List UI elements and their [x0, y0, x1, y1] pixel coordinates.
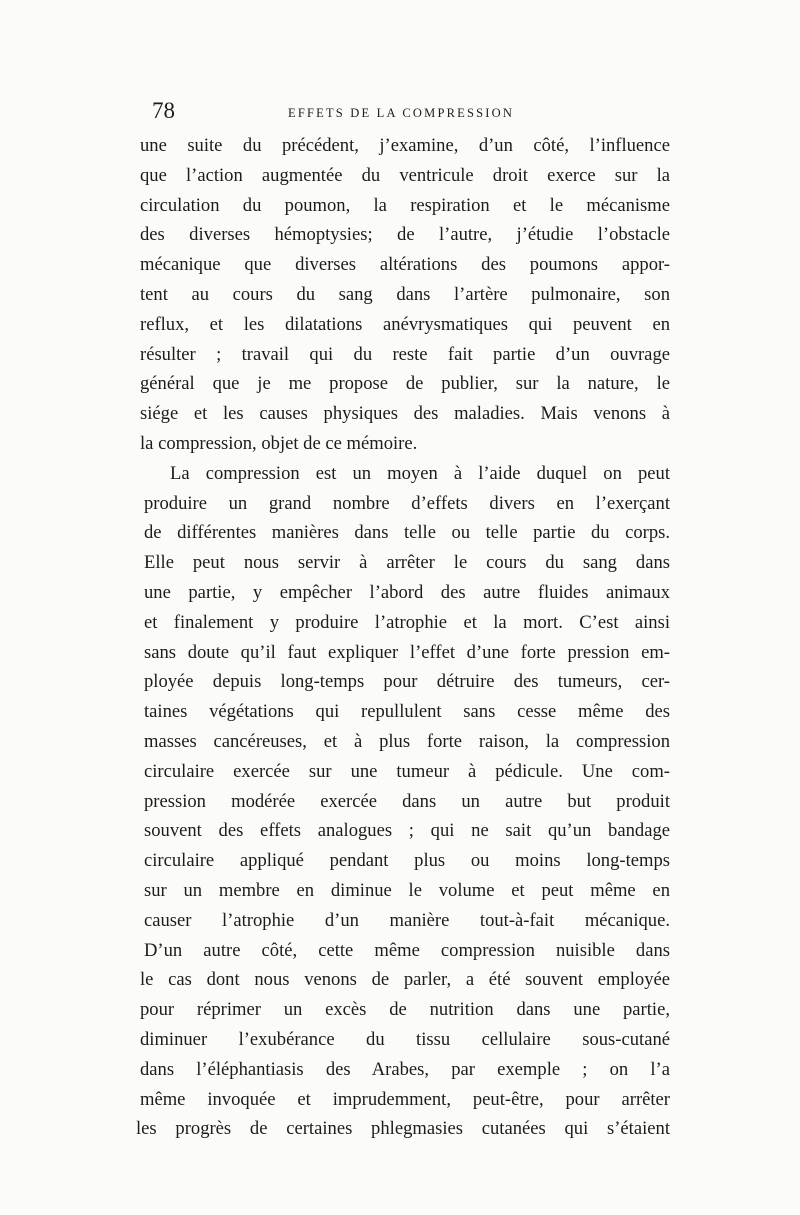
body-text — [128, 131, 670, 1144]
text-line: sans doute qu’il faut expliquer l’effet d’une forte pression em- — [144, 641, 670, 663]
text-line: causer l’atrophie d’un manière tout-à-fait mécanique. — [144, 909, 670, 931]
text-line: souvent des effets analogues ; qui ne sait qu’un bandage — [144, 820, 670, 842]
text-line: mécanique que diverses altérations des poumons appor- — [140, 254, 670, 276]
text-line: taines végétations qui repullulent sans cesse même des — [144, 701, 670, 723]
text-line: tent au cours du sang dans l’artère pulmonaire, son — [140, 283, 670, 305]
text-line: masses cancéreuses, et à plus forte raison, la compression — [144, 730, 670, 752]
text-line: circulaire exercée sur une tumeur à pédicule. Une com- — [144, 760, 670, 782]
text-line: résulter ; travail qui du reste fait partie d’un ouvrage — [140, 343, 670, 365]
text-line: pour réprimer un excès de nutrition dans une partie, — [140, 999, 670, 1021]
text-line: La compression est un moyen à l’aide duquel on peut — [170, 462, 670, 484]
text-line: ployée depuis long-temps pour détruire des tumeurs, cer- — [144, 671, 670, 693]
text-line: circulation du poumon, la respiration et le mécanisme — [140, 194, 670, 216]
text-line: siége et les causes physiques des maladies. Mais venons à — [140, 403, 670, 425]
text-line: produire un grand nombre d’effets divers en l’exerçant — [144, 492, 670, 514]
text-line: les progrès de certaines phlegmasies cutanées qui s’étaient — [136, 1118, 670, 1140]
text-line: D’un autre côté, cette même compression nuisible dans — [144, 939, 670, 961]
text-line: même invoquée et imprudemment, peut-être, pour arrêter — [140, 1088, 670, 1110]
text-line: diminuer l’exubérance du tissu cellulaire sous-cutané — [140, 1028, 670, 1050]
text-line: le cas dont nous venons de parler, a été souvent employée — [140, 969, 670, 991]
text-line: une partie, y empêcher l’abord des autre fluides animaux — [144, 581, 670, 603]
text-line: que l’action augmentée du ventricule droit exerce sur la — [140, 164, 670, 186]
text-line: sur un membre en diminue le volume et peut même en — [144, 879, 670, 901]
running-head: EFFETS DE LA COMPRESSION — [288, 106, 515, 120]
text-line: circulaire appliqué pendant plus ou moins long-temps — [144, 850, 670, 872]
text-line: général que je me propose de publier, sur la nature, le — [140, 373, 670, 395]
text-line: la compression, objet de ce mémoire. — [140, 432, 418, 454]
page-header — [140, 98, 670, 128]
text-line: des diverses hémoptysies; de l’autre, j’étudie l’obstacle — [140, 224, 670, 246]
text-line: une suite du précédent, j’examine, d’un côté, l’influence — [140, 135, 670, 156]
text-line: et finalement y produire l’atrophie et la mort. C’est ainsi — [144, 611, 670, 633]
page-number: 78 — [152, 98, 175, 123]
text-line: pression modérée exercée dans un autre but produit — [144, 790, 670, 812]
text-line: de différentes manières dans telle ou telle partie du corps. — [144, 522, 670, 544]
text-line: dans l’éléphantiasis des Arabes, par exemple ; on l’a — [140, 1058, 670, 1080]
text-line: Elle peut nous servir à arrêter le cours du sang dans — [144, 552, 670, 574]
text-line: reflux, et les dilatations anévrysmatiques qui peuvent en — [140, 313, 670, 335]
